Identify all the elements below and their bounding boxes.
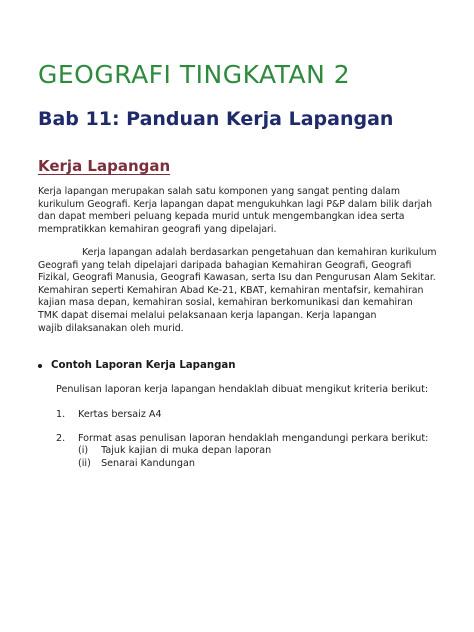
paragraph-intro (38, 186, 432, 236)
sub-list-text: Tajuk kajian di muka depan laporan (101, 445, 272, 456)
paragraph-line: Kemahiran seperti Kemahiran Abad Ke-21, KBAT, kemahiran mentafsir, kemahiran (38, 284, 424, 296)
main-title: GEOGRAFI TINGKATAN 2 (38, 60, 351, 89)
list-text: Format asas penulisan laporan hendaklah mengandungi perkara berikut: (78, 433, 429, 444)
chapter-title: Bab 11: Panduan Kerja Lapangan (38, 108, 394, 130)
list-item (56, 433, 428, 444)
list-text: Kertas bersaiz A4 (78, 409, 162, 420)
paragraph-line: Kerja lapangan merupakan salah satu komponen yang sangat penting dalam (38, 186, 401, 197)
list-item (56, 409, 162, 420)
paragraph-line: kajian masa depan, kemahiran sosial, kemahiran berkomunikasi dan kemahiran (38, 297, 413, 309)
sub-list-item (78, 445, 271, 458)
sub-list-item (78, 458, 271, 471)
bullet-icon (38, 364, 42, 368)
list-number: 2. (56, 433, 66, 444)
paragraph-line: Fizikal, Geografi Manusia, Geografi Kawasan, serta Isu dan Pengurusan Alam Sekitar. (38, 272, 436, 284)
paragraph-line: Kerja lapangan adalah berdasarkan pengetahuan dan kemahiran kurikulum (82, 247, 437, 258)
paragraph-line: mempratikkan kemahiran geografi yang dipelajari. (38, 223, 277, 235)
sub-list-number: (ii) (78, 457, 91, 469)
paragraph-skills (38, 247, 437, 335)
bullet-heading: Contoh Laporan Kerja Lapangan (51, 360, 236, 371)
sub-list-text: Senarai Kandungan (101, 457, 195, 469)
paragraph-line: kurikulum Geografi. Kerja lapangan dapat mengukuhkan lagi P&P dalam bilik darjah (38, 198, 433, 210)
paragraph-line: TMK dapat disemai melalui pelaksanaan kerja lapangan. Kerja lapangan (38, 309, 377, 321)
paragraph-line: dan dapat memberi peluang kepada murid untuk mengembangkan idea serta (38, 211, 405, 223)
paragraph-line: Geografi yang telah dipelajari daripada bahagian Kemahiran Geografi, Geografi (38, 259, 412, 271)
sub-list (78, 445, 271, 470)
criteria-intro: Penulisan laporan kerja lapangan hendaklah dibuat mengikut kriteria berikut: (56, 384, 429, 395)
bullet-heading-row (38, 360, 236, 371)
list-number: 1. (56, 409, 66, 420)
paragraph-line: wajib dilaksanakan oleh murid. (38, 322, 184, 334)
sub-list-number: (i) (78, 445, 89, 456)
section-heading: Kerja Lapangan (38, 157, 171, 175)
